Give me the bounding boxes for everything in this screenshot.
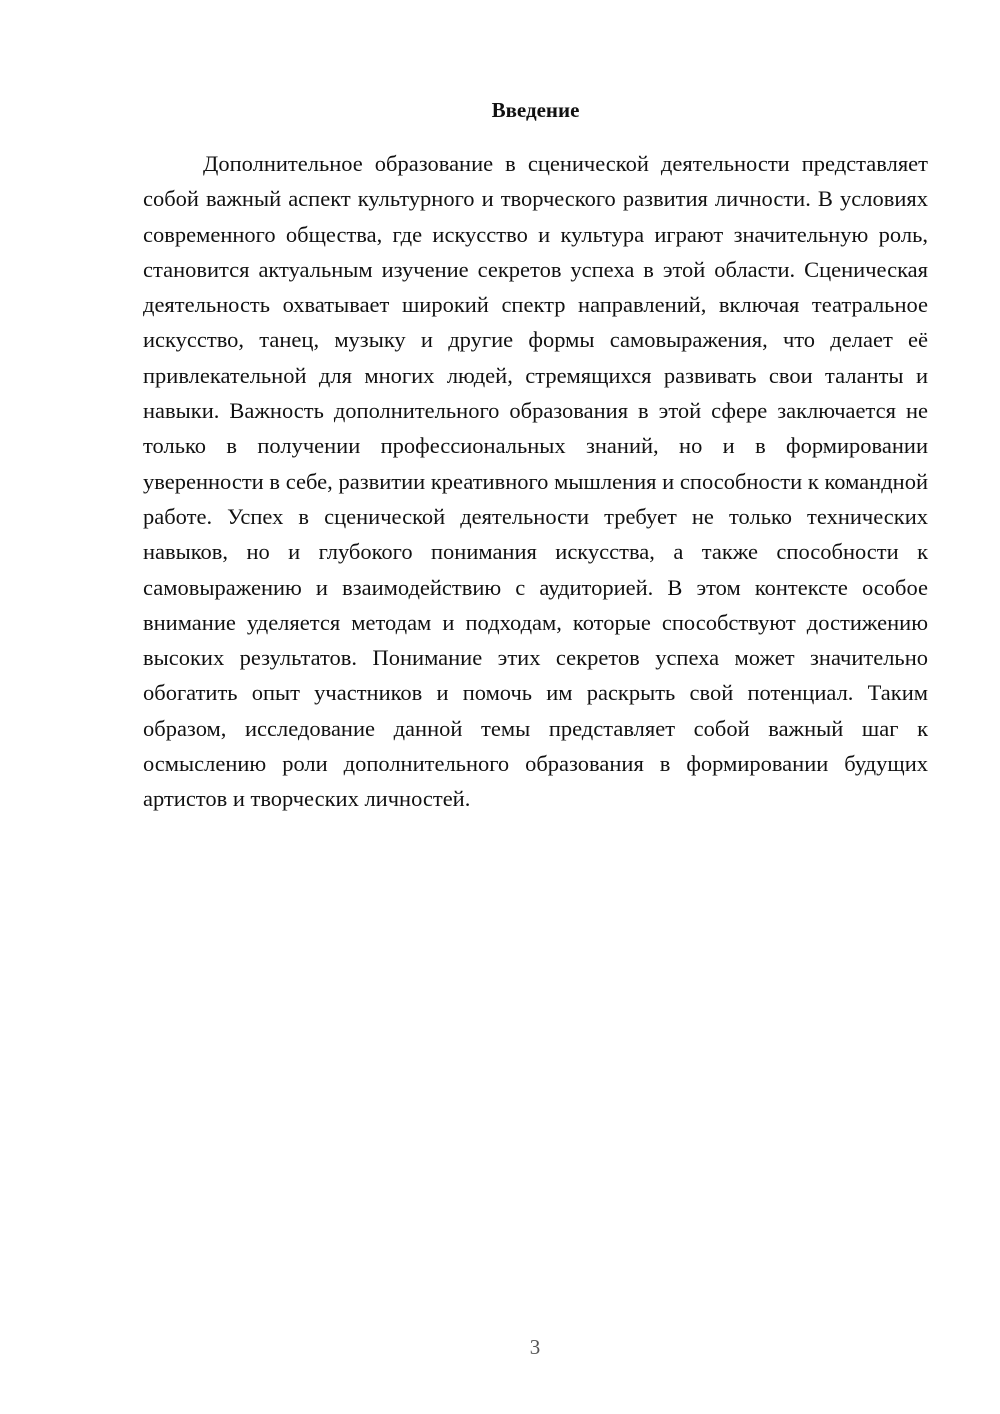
section-heading: Введение — [491, 98, 580, 122]
page-number: 3 — [529, 1335, 541, 1359]
page-content — [143, 96, 928, 817]
body-paragraph: Дополнительное образование в сценической деятельности представляет собой важный аспект культурного и творческого развития личности. В условиях современного общества, где искусство и культура играют значительную роль, становится актуальным изучение секретов успеха в этой области. Сценическая деятельность охватывает широкий спектр направлений, включая театральное искусство, танец, музыку и другие формы самовыражения, что делает её привлекательной для многих людей, стремящихся развивать свои таланты и навыки. Важность дополнительного образования в этой сфере заключается не только в получении профессиональных знаний, но и в формировании уверенности в себе, развитии креативного мышления и способности к командной работе. Успех в сценической деятельности требует не только технических навыков, но и глубокого понимания искусства, а также способности к самовыражению и взаимодействию с аудиторией. В этом контексте особое внимание уделяется методам и подходам, которые способствуют достижению высоких результатов. Понимание этих секретов успеха может значительно обогатить опыт участников и помочь им раскрыть свой потенциал. Таким образом, исследование данной темы представляет собой важный шаг к осмыслению роли дополнительного образования в формировании будущих артистов и творческих личностей. — [143, 151, 928, 812]
